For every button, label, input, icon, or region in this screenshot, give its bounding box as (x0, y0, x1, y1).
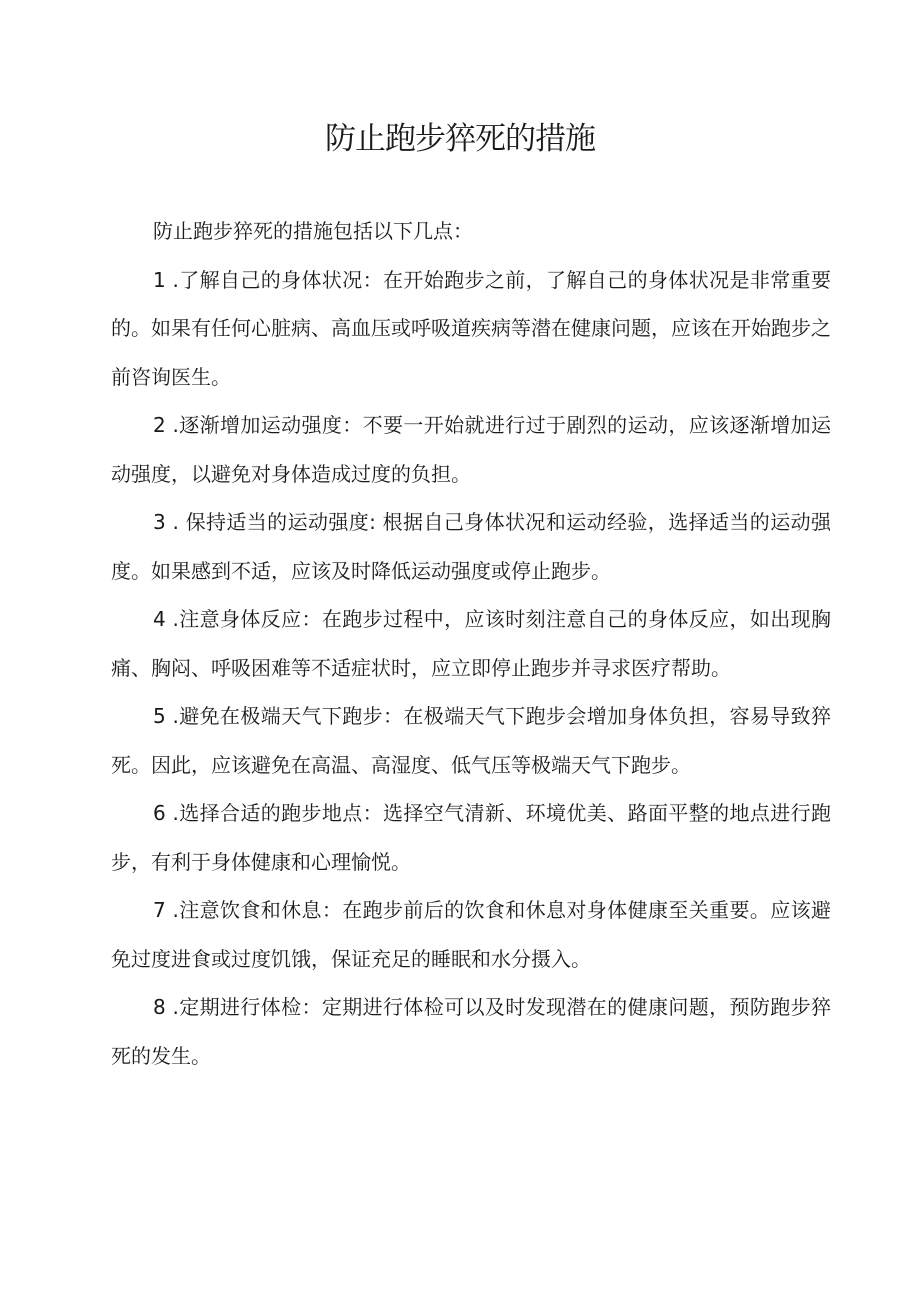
measure-item-6: 6 .选择合适的跑步地点：选择空气清新、环境优美、路面平整的地点进行跑步，有利于身体健康和心理愉悦。 (111, 801, 831, 874)
measure-item-5: 5 .避免在极端天气下跑步：在极端天气下跑步会增加身体负担，容易导致猝死。因此，应该避免在高温、高湿度、低气压等极端天气下跑步。 (111, 704, 831, 777)
measure-item-8: 8 .定期进行体检：定期进行体检可以及时发现潜在的健康问题，预防跑步猝死的发生。 (111, 995, 831, 1068)
measure-item-7: 7 .注意饮食和休息：在跑步前后的饮食和休息对身体健康至关重要。应该避免过度进食或过度饥饿，保证充足的睡眠和水分摄入。 (111, 898, 831, 971)
measure-item-3: 3 . 保持适当的运动强度: 根据自己身体状况和运动经验，选择适当的运动强度。如果感到不适，应该及时降低运动强度或停止跑步。 (111, 510, 831, 583)
document-body (111, 207, 831, 1080)
measure-item-1: 1 .了解自己的身体状况：在开始跑步之前，了解自己的身体状况是非常重要的。如果有任何心脏病、高血压或呼吸道疾病等潜在健康问题，应该在开始跑步之前咨询医生。 (111, 267, 831, 389)
measure-item-2: 2 .逐渐增加运动强度：不要一开始就进行过于剧烈的运动，应该逐渐增加运动强度，以避免对身体造成过度的负担。 (111, 413, 831, 486)
intro-paragraph: 防止跑步猝死的措施包括以下几点： (153, 219, 473, 243)
document-title: 防止跑步猝死的措施 (325, 121, 595, 157)
measure-item-4: 4 .注意身体反应：在跑步过程中，应该时刻注意自己的身体反应，如出现胸痛、胸闷、呼吸困难等不适症状时，应立即停止跑步并寻求医疗帮助。 (111, 607, 831, 680)
